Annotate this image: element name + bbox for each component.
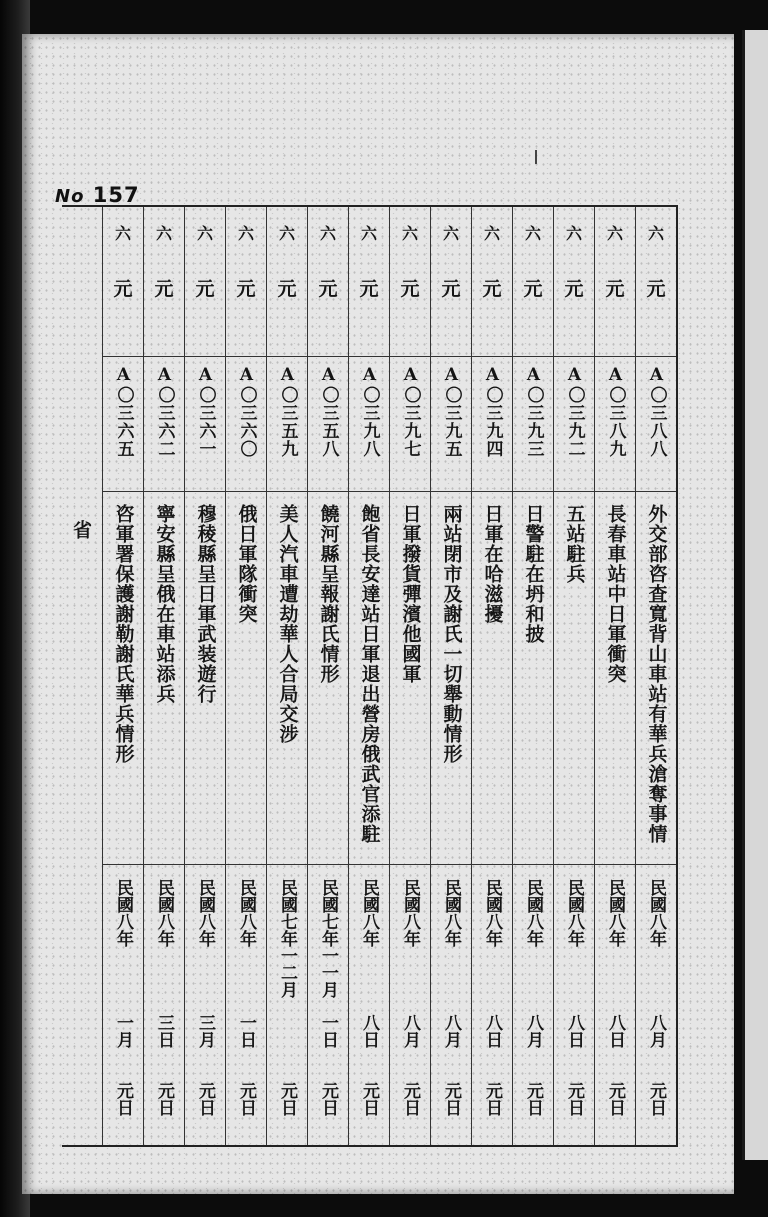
entry-subject: 咨軍署保護謝勒謝氏華兵情形 — [103, 492, 143, 865]
entry-subject: 饒河縣呈報謝氏情形 — [308, 492, 348, 865]
entry-subject: 兩站閉市及謝氏一切舉動情形 — [431, 492, 471, 865]
register-entry — [266, 207, 307, 1145]
entry-day: 六 — [483, 223, 500, 243]
entry-day: 六 — [647, 223, 664, 243]
entry-date-year: 民國八年 — [605, 879, 625, 947]
entry-date-month: 三日 — [154, 1014, 174, 1048]
entry-date-month: 一日 — [236, 1014, 256, 1048]
register-entry — [553, 207, 594, 1145]
entry-date-day: 元日 — [236, 1082, 256, 1116]
entry-date-month: 一日 — [318, 1014, 338, 1048]
entry-yuan: 元 — [605, 277, 625, 300]
entry-date — [636, 865, 676, 1145]
entry-number: A〇三八八 — [636, 357, 676, 492]
entry-subject: 穆稜縣呈日軍武装遊行 — [185, 492, 225, 865]
entry-blank — [226, 317, 266, 357]
entry-yuan: 元 — [154, 277, 174, 300]
entry-day: 六 — [565, 223, 582, 243]
entry-day: 六 — [401, 223, 418, 243]
entry-date — [472, 865, 512, 1145]
entry-date-day: 元日 — [646, 1082, 666, 1116]
entry-day: 六 — [237, 223, 254, 243]
entry-yuan: 元 — [359, 277, 379, 300]
entry-blank — [267, 317, 307, 357]
entry-day: 六 — [606, 223, 623, 243]
entry-date-day: 元日 — [113, 1082, 133, 1116]
entry-blank — [103, 317, 143, 357]
entry-subject: 日軍在哈滋擾 — [472, 492, 512, 865]
entry-date — [349, 865, 389, 1145]
entry-date — [103, 865, 143, 1145]
register-entry — [594, 207, 635, 1145]
entry-yuan: 元 — [441, 277, 461, 300]
page-mark — [535, 150, 537, 164]
entry-subject: 日軍撥貨彈濱他國軍 — [390, 492, 430, 865]
register-table — [62, 205, 678, 1147]
entry-number: A〇三八九 — [595, 357, 635, 492]
entry-date-day: 元日 — [195, 1082, 215, 1116]
entry-day: 六 — [360, 223, 377, 243]
entry-day: 六 — [155, 223, 172, 243]
entry-yuan: 元 — [195, 277, 215, 300]
entry-number: A〇三五九 — [267, 357, 307, 492]
entry-number: A〇三九三 — [513, 357, 553, 492]
entry-date-year: 民國八年 — [482, 879, 502, 947]
entry-subject: 五站駐兵 — [554, 492, 594, 865]
entry-date-month: 八日 — [482, 1014, 502, 1048]
entry-subject: 長春車站中日軍衝突 — [595, 492, 635, 865]
register-entry — [635, 207, 676, 1145]
entry-number: A〇三九四 — [472, 357, 512, 492]
entry-blank — [144, 317, 184, 357]
entry-date-year: 民國八年 — [113, 879, 133, 947]
entry-date-day: 元日 — [523, 1082, 543, 1116]
entry-blank — [349, 317, 389, 357]
register-entry — [102, 207, 143, 1145]
entry-number: A〇三五八 — [308, 357, 348, 492]
register-entry — [512, 207, 553, 1145]
entry-date — [226, 865, 266, 1145]
register-entry — [430, 207, 471, 1145]
entry-blank — [595, 317, 635, 357]
entry-number: A〇三六〇 — [226, 357, 266, 492]
entry-day: 六 — [319, 223, 336, 243]
entry-date-day: 元日 — [482, 1082, 502, 1116]
page-label-prefix: No — [55, 186, 85, 207]
entry-day: 六 — [196, 223, 213, 243]
entry-date-month: 八月 — [646, 1014, 666, 1048]
entry-yuan: 元 — [236, 277, 256, 300]
entry-number: A〇三九七 — [390, 357, 430, 492]
entry-yuan: 元 — [646, 277, 666, 300]
entry-date — [144, 865, 184, 1145]
entry-blank — [636, 317, 676, 357]
entry-date — [554, 865, 594, 1145]
entry-date-day: 元日 — [154, 1082, 174, 1116]
adjacent-page-edge — [742, 30, 768, 1160]
entry-date-year: 民國八年 — [441, 879, 461, 947]
entry-date — [185, 865, 225, 1145]
entry-date-month: 一月 — [113, 1014, 133, 1048]
entry-date-day: 元日 — [441, 1082, 461, 1116]
entry-date — [595, 865, 635, 1145]
entry-subject: 寧安縣呈俄在車站添兵 — [144, 492, 184, 865]
entry-yuan: 元 — [113, 277, 133, 300]
page-label-number: 157 — [92, 183, 140, 207]
entry-yuan: 元 — [277, 277, 297, 300]
entry-date — [431, 865, 471, 1145]
entry-number: A〇三六二 — [144, 357, 184, 492]
entry-date-year: 民國八年 — [154, 879, 174, 947]
entry-date-year: 民國八年 — [236, 879, 256, 947]
entry-date-year: 民國七年一一月 — [318, 879, 338, 998]
entry-day: 六 — [442, 223, 459, 243]
entry-date-day: 元日 — [564, 1082, 584, 1116]
entry-yuan: 元 — [318, 277, 338, 300]
entry-subject: 俄日軍隊衝突 — [226, 492, 266, 865]
entry-blank — [472, 317, 512, 357]
entry-day: 六 — [114, 223, 131, 243]
entry-yuan: 元 — [482, 277, 502, 300]
entry-date-month: 八月 — [523, 1014, 543, 1048]
entry-date-month: 八月 — [441, 1014, 461, 1048]
entry-date-day: 元日 — [359, 1082, 379, 1116]
entry-date-day: 元日 — [318, 1082, 338, 1116]
entry-date-day: 元日 — [400, 1082, 420, 1116]
entry-subject: 飽省長安達站日軍退出營房俄武官添駐 — [349, 492, 389, 865]
entry-yuan: 元 — [400, 277, 420, 300]
entry-blank — [390, 317, 430, 357]
entry-number: A〇三六五 — [103, 357, 143, 492]
entry-subject: 美人汽車遭劫華人合局交涉 — [267, 492, 307, 865]
entry-date-year: 民國八年 — [564, 879, 584, 947]
entry-date — [513, 865, 553, 1145]
entry-number: A〇三九二 — [554, 357, 594, 492]
entry-date — [267, 865, 307, 1145]
entry-date-year: 民國八年 — [646, 879, 666, 947]
entry-blank — [308, 317, 348, 357]
entry-date-month: 八月 — [400, 1014, 420, 1048]
register-entry — [471, 207, 512, 1145]
entry-date — [308, 865, 348, 1145]
entry-subject: 日警駐在坍和披 — [513, 492, 553, 865]
entry-number: A〇三九五 — [431, 357, 471, 492]
register-entry — [348, 207, 389, 1145]
register-entry — [143, 207, 184, 1145]
entry-blank — [554, 317, 594, 357]
page-label — [55, 183, 140, 207]
entry-date-day: 元日 — [277, 1082, 297, 1116]
entry-date-day: 元日 — [605, 1082, 625, 1116]
entry-date-year: 民國八年 — [523, 879, 543, 947]
entry-date-year: 民國七年一二月 — [277, 879, 297, 998]
side-note: 省 — [70, 520, 92, 539]
register-entry — [389, 207, 430, 1145]
entry-number: A〇三六一 — [185, 357, 225, 492]
entry-blank — [431, 317, 471, 357]
entry-blank — [185, 317, 225, 357]
entry-date-year: 民國八年 — [359, 879, 379, 947]
register-entry — [184, 207, 225, 1145]
entry-date-month: 八日 — [605, 1014, 625, 1048]
entry-yuan: 元 — [523, 277, 543, 300]
entry-date-year: 民國八年 — [195, 879, 215, 947]
entry-date-month: 八日 — [564, 1014, 584, 1048]
entry-day: 六 — [524, 223, 541, 243]
entry-day: 六 — [278, 223, 295, 243]
entry-date — [390, 865, 430, 1145]
entry-blank — [513, 317, 553, 357]
entry-date-year: 民國八年 — [400, 879, 420, 947]
entry-yuan: 元 — [564, 277, 584, 300]
entry-subject: 外交部咨査寬背山車站有華兵滄奪事情 — [636, 492, 676, 865]
entry-date-month: 三月 — [195, 1014, 215, 1048]
register-entry — [307, 207, 348, 1145]
entry-number: A〇三九八 — [349, 357, 389, 492]
entry-date-month: 八日 — [359, 1014, 379, 1048]
register-entry — [225, 207, 266, 1145]
